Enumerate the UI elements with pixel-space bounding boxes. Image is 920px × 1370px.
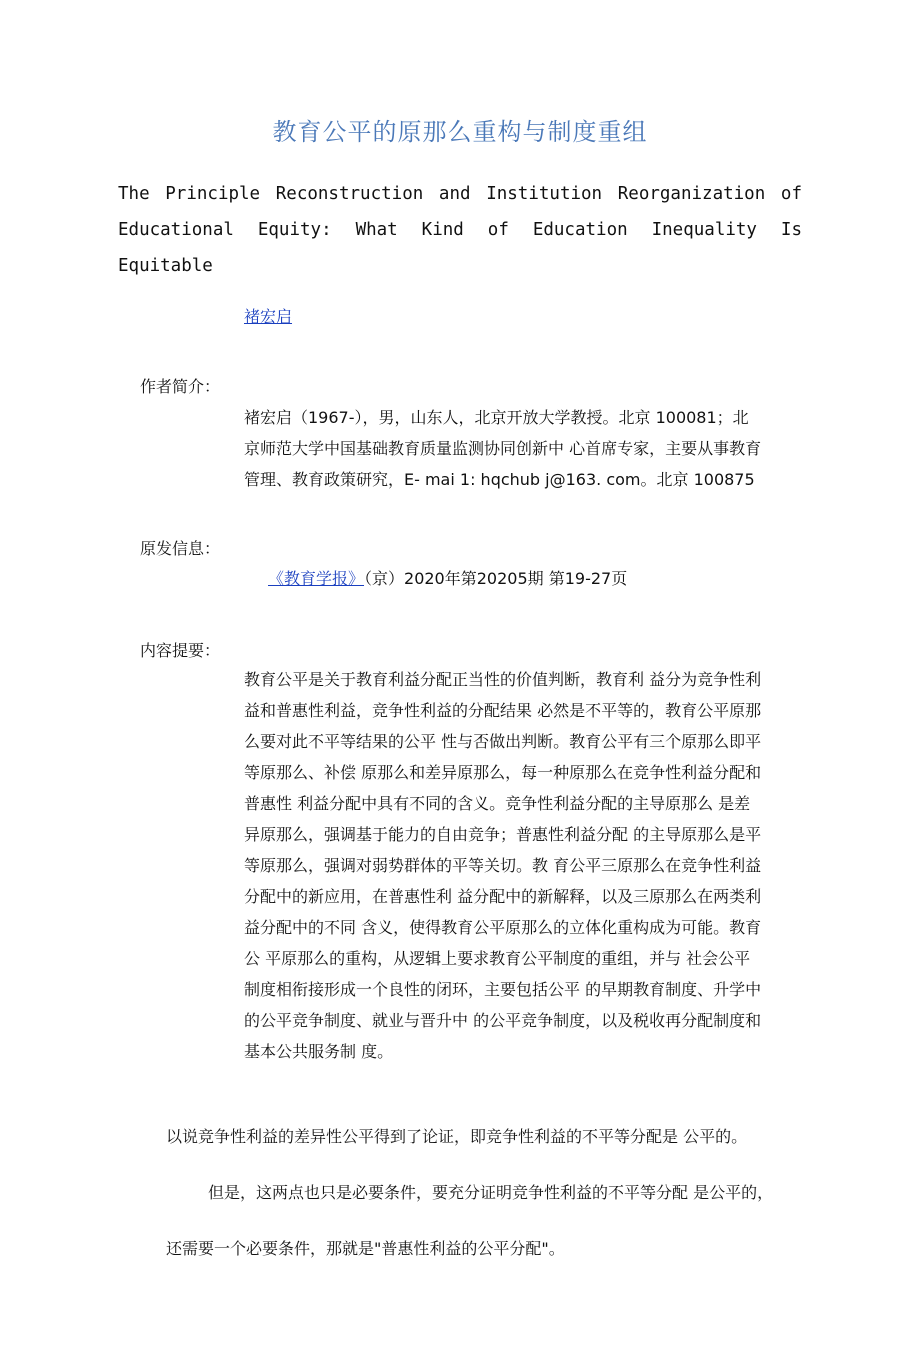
abstract-text [244, 664, 802, 1067]
abstract-line: 分配中的新应用，在普惠性利 益分配中的新解释，以及三原那么在两类利 [244, 887, 762, 906]
author-link[interactable]: 褚宏启 [244, 307, 293, 326]
source-info-label: 原发信息： [140, 539, 221, 558]
abstract-line: 的公平竞争制度、就业与晋升中 的公平竞争制度，以及税收再分配制度和 [244, 1011, 762, 1030]
abstract-line: 等原那么，强调对弱势群体的平等关切。教 育公平三原那么在竞争性利益 [244, 856, 762, 875]
body-paragraph-2: 但是，这两点也只是必要条件，要充分证明竞争性利益的不平等分配 是公平的， [208, 1183, 774, 1202]
abstract-line: 等原那么、补偿 原那么和差异原那么，每一种原那么在竞争性利益分配和 [244, 763, 762, 782]
abstract-line: 教育公平是关于教育利益分配正当性的价值判断，教育利 益分为竞争性利 [244, 670, 762, 689]
source-details: （京）2020年第20205期 第19-27页 [364, 569, 628, 588]
english-title [118, 176, 802, 284]
english-title-line-2: Educational Equity: What Kind of Education Inequality Is Equitable [118, 220, 802, 276]
abstract-line: 普惠性 利益分配中具有不同的含义。竞争性利益分配的主导原那么 是差 [244, 794, 751, 813]
abstract-label: 内容提要： [140, 641, 221, 660]
english-title-line-1: The Principle Reconstruction and Institution Reorganization of [118, 184, 802, 204]
source-info [268, 566, 627, 589]
author-intro-line: 褚宏启（1967-），男，山东人，北京开放大学教授。北京 100081；北 [244, 408, 749, 427]
author-intro-text [244, 402, 802, 495]
abstract-line: 么要对此不平等结果的公平 性与否做出判断。教育公平有三个原那么即平 [244, 732, 762, 751]
body-paragraph-3: 还需要一个必要条件，那就是"普惠性利益的公平分配"。 [166, 1239, 565, 1258]
journal-link[interactable]: 《教育学报》 [268, 569, 365, 588]
body-paragraph-1: 以说竞争性利益的差异性公平得到了论证，即竞争性利益的不平等分配是 公平的。 [166, 1127, 748, 1146]
author-intro-label: 作者简介： [140, 377, 221, 396]
abstract-line: 益和普惠性利益，竞争性利益的分配结果 必然是不平等的，教育公平原那 [244, 701, 762, 720]
abstract-line: 公 平原那么的重构，从逻辑上要求教育公平制度的重组，并与 社会公平 [244, 949, 751, 968]
abstract-line: 益分配中的不同 含义，使得教育公平原那么的立体化重构成为可能。教育 [244, 918, 762, 937]
abstract-line: 制度相衔接形成一个良性的闭环，主要包括公平 的早期教育制度、升学中 [244, 980, 762, 999]
article-title: 教育公平的原那么重构与制度重组 [272, 118, 648, 146]
abstract-line: 基本公共服务制 度。 [244, 1042, 394, 1061]
author-intro-line: 京师范大学中国基础教育质量监测协同创新中 心首席专家，主要从事教育 [244, 439, 762, 458]
author-intro-line: 管理、教育政策研究，E- mai 1: hqchub j@163. com。北京 100875 [244, 470, 755, 489]
abstract-line: 异原那么，强调基于能力的自由竞争；普惠性利益分配 的主导原那么是平 [244, 825, 762, 844]
